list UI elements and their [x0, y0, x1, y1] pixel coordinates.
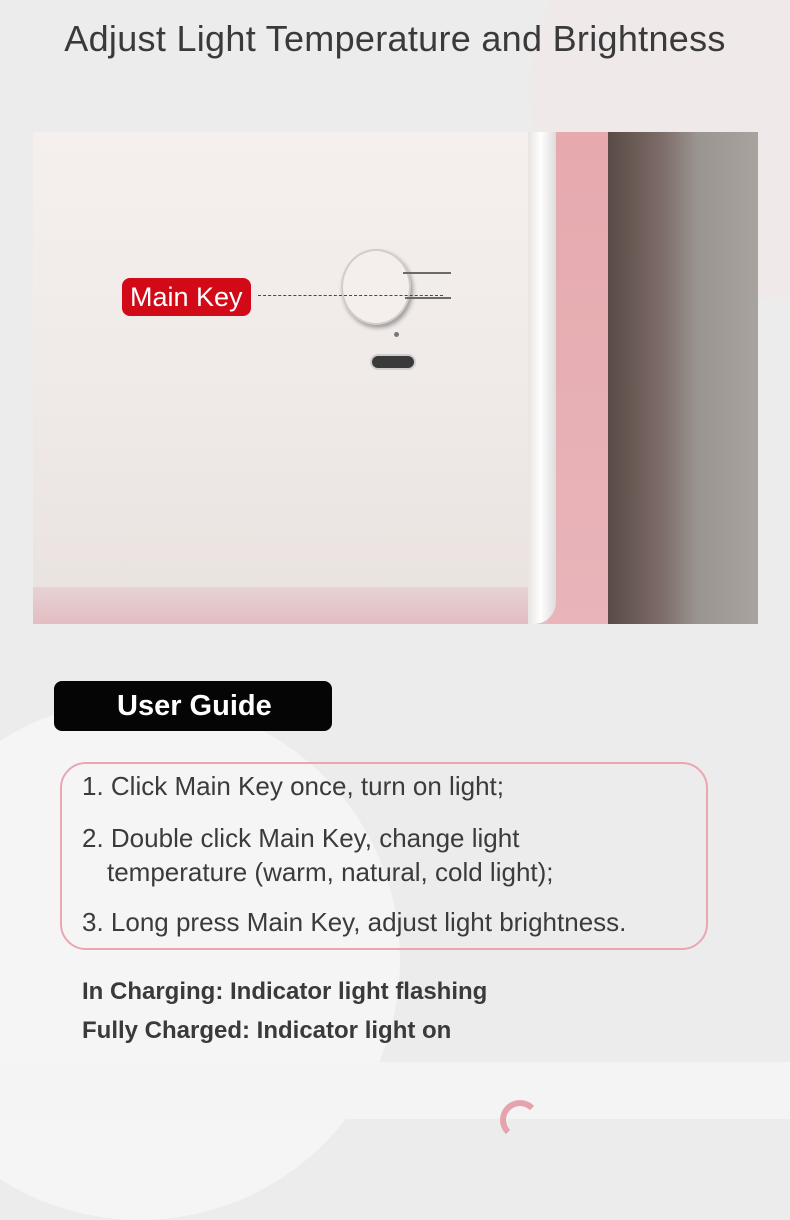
usb-port-icon: [370, 354, 416, 370]
page-title: Adjust Light Temperature and Brightness: [64, 18, 726, 59]
pink-background: [548, 132, 608, 624]
step-item: 2. Double click Main Key, change light: [82, 823, 520, 853]
charging-status: In Charging: Indicator light flashing: [82, 978, 488, 1005]
background-strip: [0, 1062, 790, 1119]
product-photo: [33, 132, 758, 624]
step-item-continued: temperature (warm, natural, cold light);: [107, 857, 554, 887]
step-item: 3. Long press Main Key, adjust light brightness.: [82, 907, 627, 937]
mirror-frame: [608, 132, 758, 624]
mirror-panel: [33, 132, 548, 624]
charged-status: Fully Charged: Indicator light on: [82, 1017, 452, 1044]
main-key-callout: Main Key: [122, 278, 251, 316]
callout-leader-line: [258, 295, 443, 296]
main-key-button: [341, 249, 411, 325]
mirror-edge: [528, 132, 556, 624]
mirror-bottom-shadow: [33, 587, 553, 624]
key-pointer-line: [403, 272, 451, 274]
decorative-swirl-icon: [500, 1100, 540, 1140]
key-pointer-line: [405, 297, 451, 299]
user-guide-badge: User Guide: [54, 681, 332, 731]
step-item: 1. Click Main Key once, turn on light;: [82, 771, 504, 801]
indicator-light: [394, 332, 399, 337]
